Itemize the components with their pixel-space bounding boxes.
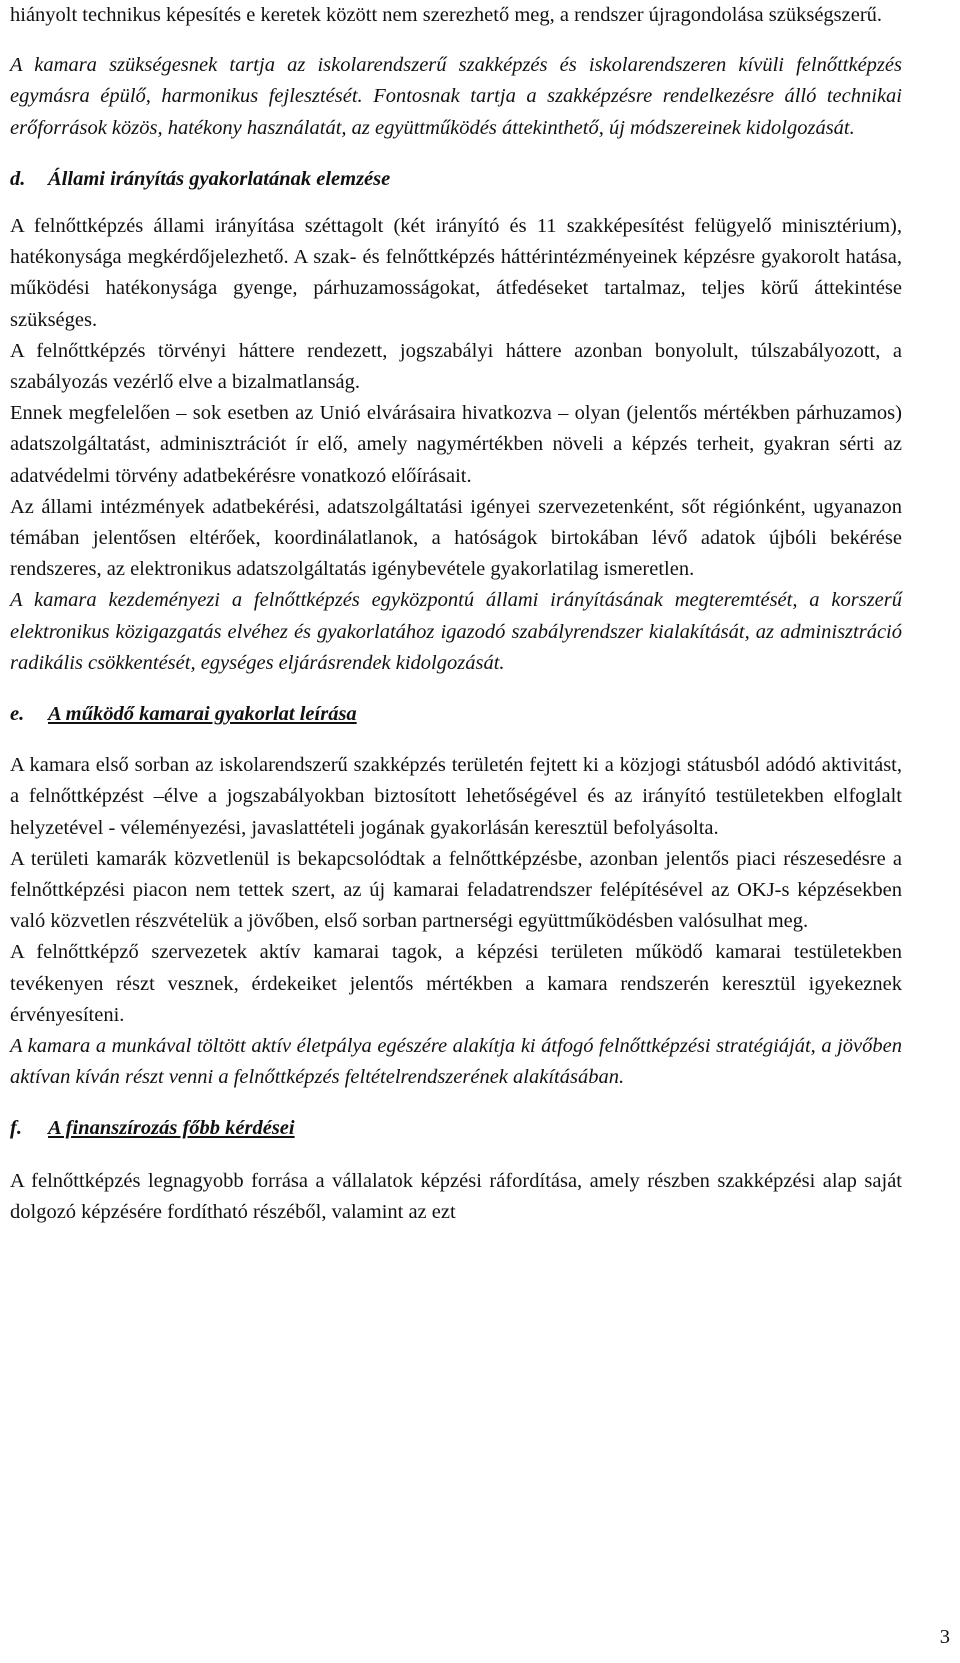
paragraph: Ennek megfelelően – sok esetben az Unió elvárásaira hivatkozva – olyan (jelentős mértékben párhuzamos) adatszolgáltatást, adminisztrációt ír elő, amely nagymértékben növeli a képzés terheit, gyakran sérti az adatvédelmi törvény adatbekérésre vonatkozó előírásait.	[10, 402, 902, 487]
paragraph-italic: A kamara szükségesnek tartja az iskolarendszerű szakképzés és iskolarendszeren kívüli felnőttképzés egymásra épülő, harmonikus fejlesztését. Fontosnak tartja a szakképzésre rendelkezésre álló technikai erőforrások közös, hatékony használatát, az együttműködés áttekinthető, új módszereinek kidolgozását.	[10, 54, 902, 139]
section-title: A működő kamarai gyakorlat leírása	[48, 703, 357, 726]
section-letter: d.	[10, 167, 26, 190]
document-page	[10, 0, 902, 1228]
paragraph: hiányolt technikus képesítés e keretek között nem szerezhető meg, a rendszer újragondolása szükségszerű.	[10, 4, 883, 26]
section-heading-f	[10, 1113, 902, 1144]
section-letter: f.	[10, 1116, 22, 1139]
paragraph: A felnőttképzés legnagyobb forrása a vállalatok képzési ráfordítása, amely részben szakképzési alap saját dolgozó képzésére fordítható részéből, valamint az ezt	[10, 1169, 902, 1223]
section-letter: e.	[10, 703, 25, 726]
page-number: 3	[939, 1626, 950, 1648]
paragraph: Az állami intézmények adatbekérési, adatszolgáltatási igényei szervezetenként, sőt régiónként, ugyanazon témában jelentősen eltérőek, koordinálatlanok, a hatóságok birtokában lévő adatok újbóli bekérése rendszeres, az elektronikus adatszolgáltatás igénybevétele gyakorlatilag ismeretlen.	[10, 495, 902, 581]
paragraph: A felnőttképzés állami irányítása széttagolt (két irányító és 11 szakképesítést felügyelő minisztérium), hatékonysága megkérdőjelezhető. A szak- és felnőttképzés háttérintézményeinek képzésre gyakorolt hatása, működési hatékonysága gyenge, párhuzamosságokat, átfedéseket tartalmaz, teljes körű áttekintése szükséges.	[10, 215, 902, 331]
section-title: Állami irányítás gyakorlatának elemzése	[48, 167, 391, 190]
paragraph-italic: A kamara a munkával töltött aktív életpálya egészére alakítja ki átfogó felnőttképzési stratégiáját, a jövőben aktívan kíván részt venni a felnőttképzés feltételrendszerének alakításában.	[10, 1035, 902, 1089]
paragraph: A felnőttképző szervezetek aktív kamarai tagok, a képzési területen működő kamarai testületekben tevékenyen részt vesznek, érdekeiket jelentős mértékben a kamara rendszerén keresztül igyekeznek érvényesíteni.	[10, 941, 902, 1026]
paragraph: A felnőttképzés törvényi háttere rendezett, jogszabályi háttere azonban bonyolult, túlszabályozott, a szabályozás vezérlő elve a bizalmatlanság.	[10, 339, 902, 394]
paragraph: A kamara első sorban az iskolarendszerű szakképzés területén fejtett ki a közjogi státusból adódó aktivitást, a felnőttképzést –élve a jogszabályokban biztosított lehetőségével és az irányító testületekben elfoglalt helyzetével - véleményezési, javaslattételi jogának gyakorlásán keresztül befolyásolta.	[10, 754, 902, 839]
paragraph-italic: A kamara kezdeményezi a felnőttképzés egyközpontú állami irányításának megteremtését, a korszerű elektronikus közigazgatás elvéhez és gyakorlatához igazodó szabályrendszer kialakítását, az adminisztráció radikális csökkentését, egységes eljárásrendek kidolgozását.	[10, 589, 902, 674]
section-heading-e	[10, 699, 902, 730]
paragraph: A területi kamarák közvetlenül is bekapcsolódtak a felnőttképzésbe, azonban jelentős piaci részesedésre a felnőttképzési piacon nem tettek szert, az új kamarai feladatrendszer felépítésével az OKJ-s képzésekben való közvetlen részvételük a jövőben, első sorban partnerségi együttműködésben valósulhat meg.	[10, 847, 902, 933]
section-title: A finanszírozás főbb kérdései	[48, 1116, 295, 1139]
section-heading-d	[10, 164, 902, 195]
